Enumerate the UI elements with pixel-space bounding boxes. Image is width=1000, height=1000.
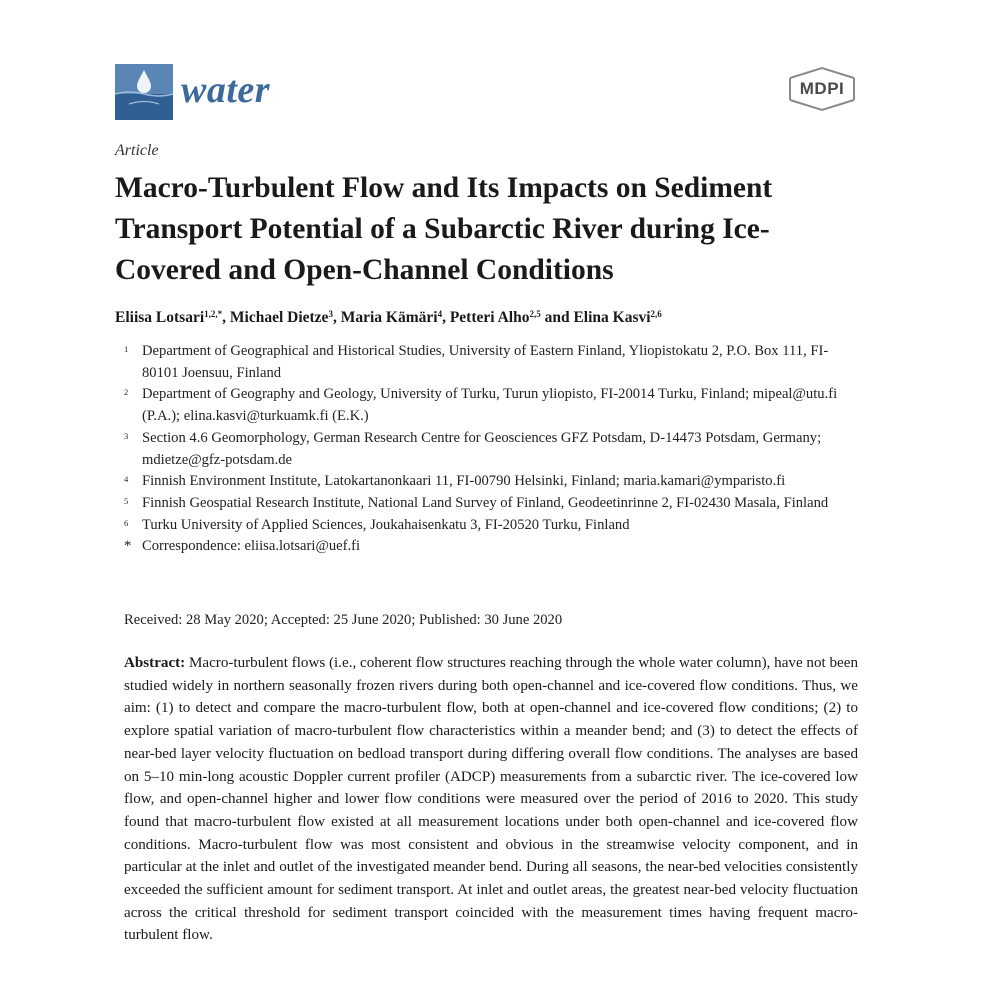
affiliation-number: 3	[124, 430, 129, 441]
correspondence-mark: *	[124, 538, 132, 555]
affiliation-item	[124, 493, 864, 515]
journal-logo	[115, 64, 270, 120]
author-separator: ,	[442, 309, 450, 326]
affiliation-text: Turku University of Applied Sciences, Joukahaisenkatu 3, FI-20520 Turku, Finland	[142, 516, 630, 533]
affiliation-text: Finnish Geospatial Research Institute, National Land Survey of Finland, Geodeetinrinne 2, FI-02430 Masala, Finland	[142, 494, 829, 511]
publisher-name: MDPI	[799, 79, 845, 98]
author-affiliation-marks: 2,6	[650, 309, 662, 319]
author-separator: ,	[222, 309, 230, 326]
author-list	[115, 309, 662, 327]
abstract-text: Macro-turbulent flows (i.e., coherent flow structures reaching through the whole water column), have not been studied widely in northern seasonally frozen rivers during both open-channel and ice-covered flow conditions. Thus, we aim: (1) to detect and compare the macro-turbulent flow, both at open-channel and ice-covered flow conditions; (2) to explore spatial variation of macro-turbulent flow characteristics within a meander bend; and (3) to detect the effects of near-bed layer velocity fluctuation on bedload transport during differing overall flow conditions. The analyses are based on 5–10 min-long acoustic Doppler current profiler (ADCP) measurements from a subarctic river. The ice-covered low flow, and open-channel higher and lower flow conditions were measured over the period of 2016 to 2020. This study found that macro-turbulent flow existed at all measurement locations under both open-channel and ice-covered flow conditions. Macro-turbulent flow was most consistent and obvious in the streamwise velocity component, and in particular at the inlet and outlet of the investigated meander bend. During all seasons, the near-bed velocities consistently exceeded the sufficient amount for sediment transport. At inlet and outlet areas, the greatest near-bed velocity fluctuation across the critical threshold for sediment transport coincided with the measurement times having frequent macro-turbulent flow.	[124, 655, 858, 944]
affiliation-text: Department of Geography and Geology, University of Turku, Turun yliopisto, FI-20014 Turku, Finland; mipeal@utu.fi (P.A.); elina.kasvi@turkuamk.fi (E.K.)	[142, 386, 838, 425]
author-affiliation-marks: 3	[328, 309, 333, 319]
affiliation-number: 2	[124, 387, 129, 398]
author-affiliation-marks: 1,2,*	[204, 309, 223, 319]
affiliation-item	[124, 515, 864, 537]
author-affiliation-marks: 2,5	[529, 309, 541, 319]
affiliation-number: 4	[124, 474, 129, 485]
article-type: Article	[115, 142, 159, 159]
water-drop-icon	[115, 64, 173, 120]
affiliation-item	[124, 341, 864, 384]
affiliation-list	[124, 341, 864, 558]
author-name: Elina Kasvi	[573, 309, 651, 326]
publisher-logo	[784, 66, 860, 112]
author-name: Maria Kämäri	[340, 309, 438, 326]
affiliation-item	[124, 384, 864, 427]
correspondence-item	[124, 536, 864, 558]
affiliation-item	[124, 428, 864, 471]
affiliation-number: 5	[124, 495, 129, 506]
author-affiliation-marks: 4	[437, 309, 443, 319]
affiliation-text: Department of Geographical and Historical Studies, University of Eastern Finland, Yliopistokatu 2, P.O. Box 111, FI-80101 Joensuu, Finland	[142, 343, 829, 381]
affiliation-text: Finnish Environment Institute, Latokartanonkaari 11, FI-00790 Helsinki, Finland; maria.kamari@ymparisto.fi	[142, 473, 786, 490]
author-name: Petteri Alho	[449, 309, 530, 326]
abstract-label: Abstract:	[124, 655, 186, 671]
author-name: Michael Dietze	[229, 309, 329, 326]
affiliation-item	[124, 471, 864, 493]
affiliation-number: 1	[124, 344, 129, 354]
abstract	[124, 652, 858, 947]
author-separator: and	[540, 309, 574, 326]
affiliation-number: 6	[124, 517, 129, 528]
author-separator: ,	[332, 309, 341, 326]
article-title: Macro-Turbulent Flow and Its Impacts on Sediment Transport Potential of a Subarctic River during Ice-Covered and Open-Channel Conditions	[115, 172, 773, 286]
author-name: Eliisa Lotsari	[115, 309, 205, 326]
correspondence-text: Correspondence: eliisa.lotsari@uef.fi	[142, 538, 361, 555]
publication-dates: Received: 28 May 2020; Accepted: 25 June 2020; Published: 30 June 2020	[124, 612, 563, 628]
affiliation-text: Section 4.6 Geomorphology, German Research Centre for Geosciences GFZ Potsdam, D-14473 Potsdam, Germany; mdietze@gfz-potsdam.de	[142, 429, 822, 468]
journal-name: water	[181, 69, 271, 111]
